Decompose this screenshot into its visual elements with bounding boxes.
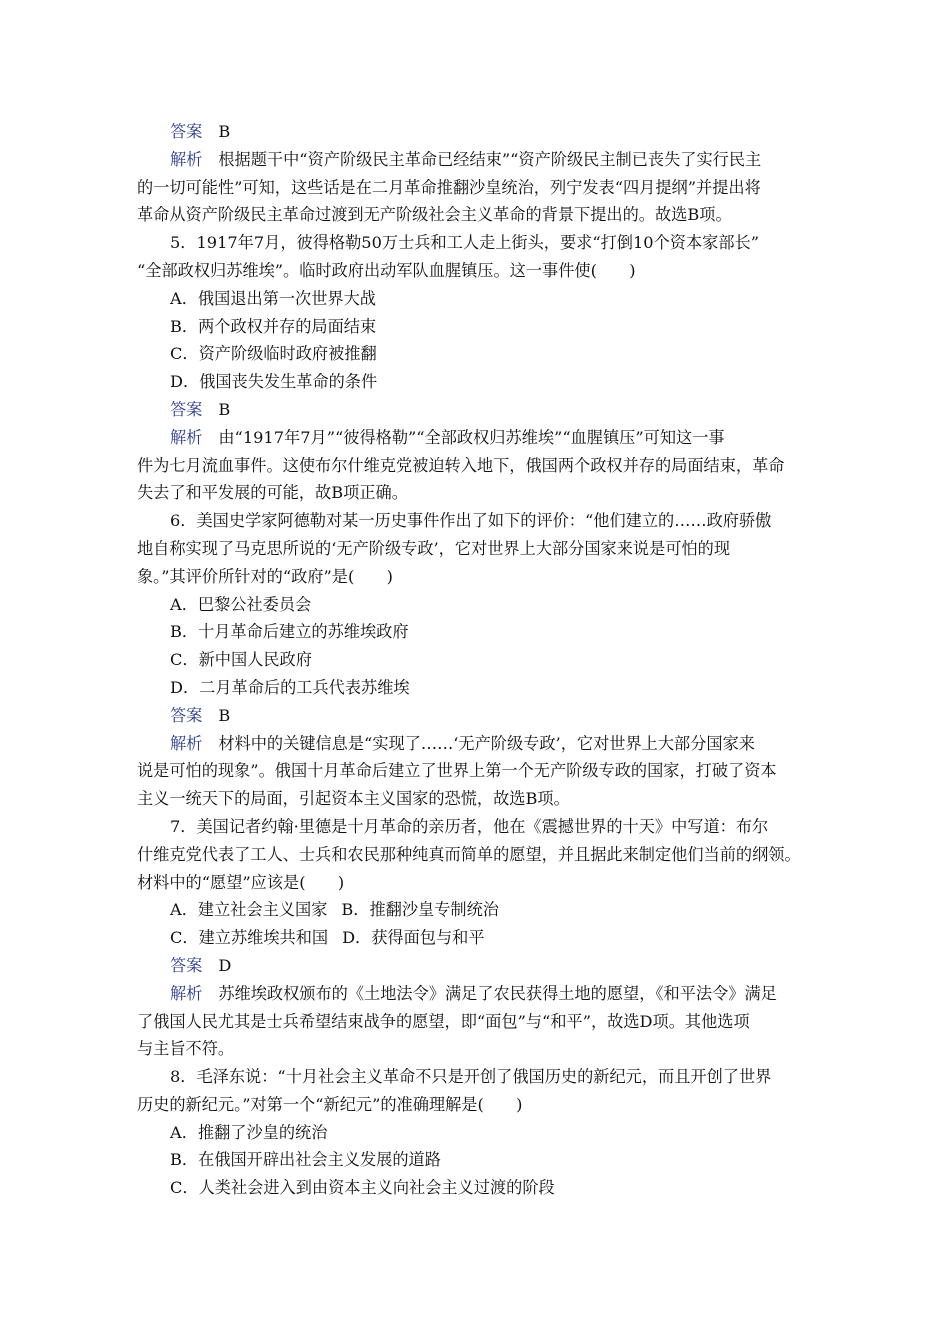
answer-label: 答案 [170,705,203,725]
q5-stem-line-2: “全部政权归苏维埃”。临时政府出动军队血腥镇压。这一事件使( ) [137,260,636,280]
q5-analysis-line-1: 解析 由“1917年7月”“彼得格勒”“全部政权归苏维埃”“血腥镇压”可知这一事 [170,427,725,447]
analysis-label: 解析 [170,983,203,1003]
q8-option-a: A．推翻了沙皇的统治 [170,1122,328,1142]
q7-option-a: A．建立社会主义国家 [170,900,328,920]
q6-stem-line-2: 地自称实现了马克思所说的‘无产阶级专政’，它对世界上大部分国家来说是可怕的现 [137,538,731,558]
q4-analysis-line-1: 解析 根据题干中“资产阶级民主革命已经结束”“资产阶级民主制已丧失了实行民主 [170,149,762,169]
analysis-label: 解析 [170,733,203,753]
q5-option-b: B．两个政权并存的局面结束 [170,316,377,336]
q7-analysis-line-1: 解析 苏维埃政权颁布的《土地法令》满足了农民获得土地的愿望，《和平法令》满足 [170,983,777,1003]
q6-stem-line-1: 6．美国史学家阿德勒对某一历史事件作出了如下的评价：“他们建立的……政府骄傲 [170,511,772,531]
q7-analysis-line-2: 了俄国人民尤其是士兵希望结束战争的愿望，即“面包”与“和平”，故选D项。其他选项 [137,1011,750,1031]
q5-analysis-line-3: 失去了和平发展的可能，故B项正确。 [137,483,408,503]
q5-option-d: D．俄国丧失发生革命的条件 [170,372,378,392]
q4-analysis-line-3: 革命从资产阶级民主革命过渡到无产阶级社会主义革命的背景下提出的。故选B项。 [137,205,732,225]
q6-option-a: A．巴黎公社委员会 [170,594,312,614]
q8-option-c: C．人类社会进入到由资本主义向社会主义过渡的阶段 [170,1178,555,1198]
document-page [137,118,815,1202]
q4-analysis-line-2: 的一切可能性”可知，这些话是在二月革命推翻沙皇统治，列宁发表“四月提纲”并提出将 [137,177,761,197]
q7-stem-line-2: 什维克党代表了工人、士兵和农民那种纯真而简单的愿望，并且据此来制定他们当前的纲领。 [137,844,801,864]
answer-value: B [218,399,231,419]
q4-answer [137,118,815,146]
q6-answer [137,702,815,730]
q7-stem-line-3: 材料中的“愿望”应该是( ) [137,872,345,892]
answer-value: D [218,955,232,975]
q5-option-a: A．俄国退出第一次世界大战 [170,288,376,308]
q6-analysis-line-3: 主义一统天下的局面，引起资本主义国家的恐慌，故选B项。 [137,789,570,809]
q5-stem-line-1: 5．1917年7月，彼得格勒50万士兵和工人走上街头，要求“打倒10个资本家部长” [170,233,759,253]
q6-option-c: C．新中国人民政府 [170,650,312,670]
q7-stem-line-1: 7．美国记者约翰·里德是十月革命的亲历者，他在《震撼世界的十天》中写道：布尔 [170,816,769,836]
answer-label: 答案 [170,955,203,975]
answer-label: 答案 [170,399,203,419]
q6-stem-line-3: 象。”其评价所针对的“政府”是( ) [137,566,393,586]
q7-answer [137,952,815,980]
q5-option-c: C．资产阶级临时政府被推翻 [170,344,377,364]
q6-option-b: B．十月革命后建立的苏维埃政府 [170,622,409,642]
q7-options-row-1 [137,896,815,924]
q5-analysis-line-2: 件为七月流血事件。这使布尔什维克党被迫转入地下，俄国两个政权并存的局面结束，革命 [137,455,785,475]
q8-stem-line-2: 历史的新纪元。”对第一个“新纪元”的准确理解是( ) [137,1094,523,1114]
q7-option-b: B．推翻沙皇专制统治 [341,900,499,920]
q8-stem-line-1: 8．毛泽东说：“十月社会主义革命不只是开创了俄国历史的新纪元，而且开创了世界 [170,1067,772,1087]
q7-options-row-2 [137,924,815,952]
q7-option-d: D．获得面包与和平 [342,928,485,948]
q6-analysis-line-1: 解析 材料中的关键信息是“实现了……‘无产阶级专政’，它对世界上大部分国家来 [170,733,755,753]
analysis-label: 解析 [170,427,203,447]
q6-option-d: D．二月革命后的工兵代表苏维埃 [170,677,410,697]
analysis-label: 解析 [170,149,203,169]
q7-analysis-line-3: 与主旨不符。 [137,1039,235,1059]
q5-answer [137,396,815,424]
q7-option-c: C．建立苏维埃共和国 [170,928,329,948]
q6-analysis-line-2: 说是可怕的现象”。俄国十月革命后建立了世界上第一个无产阶级专政的国家，打破了资本 [137,761,777,781]
answer-value: B [218,705,231,725]
answer-value: B [218,122,231,141]
answer-label: 答案 [170,122,203,141]
q8-option-b: B．在俄国开辟出社会主义发展的道路 [170,1150,441,1170]
